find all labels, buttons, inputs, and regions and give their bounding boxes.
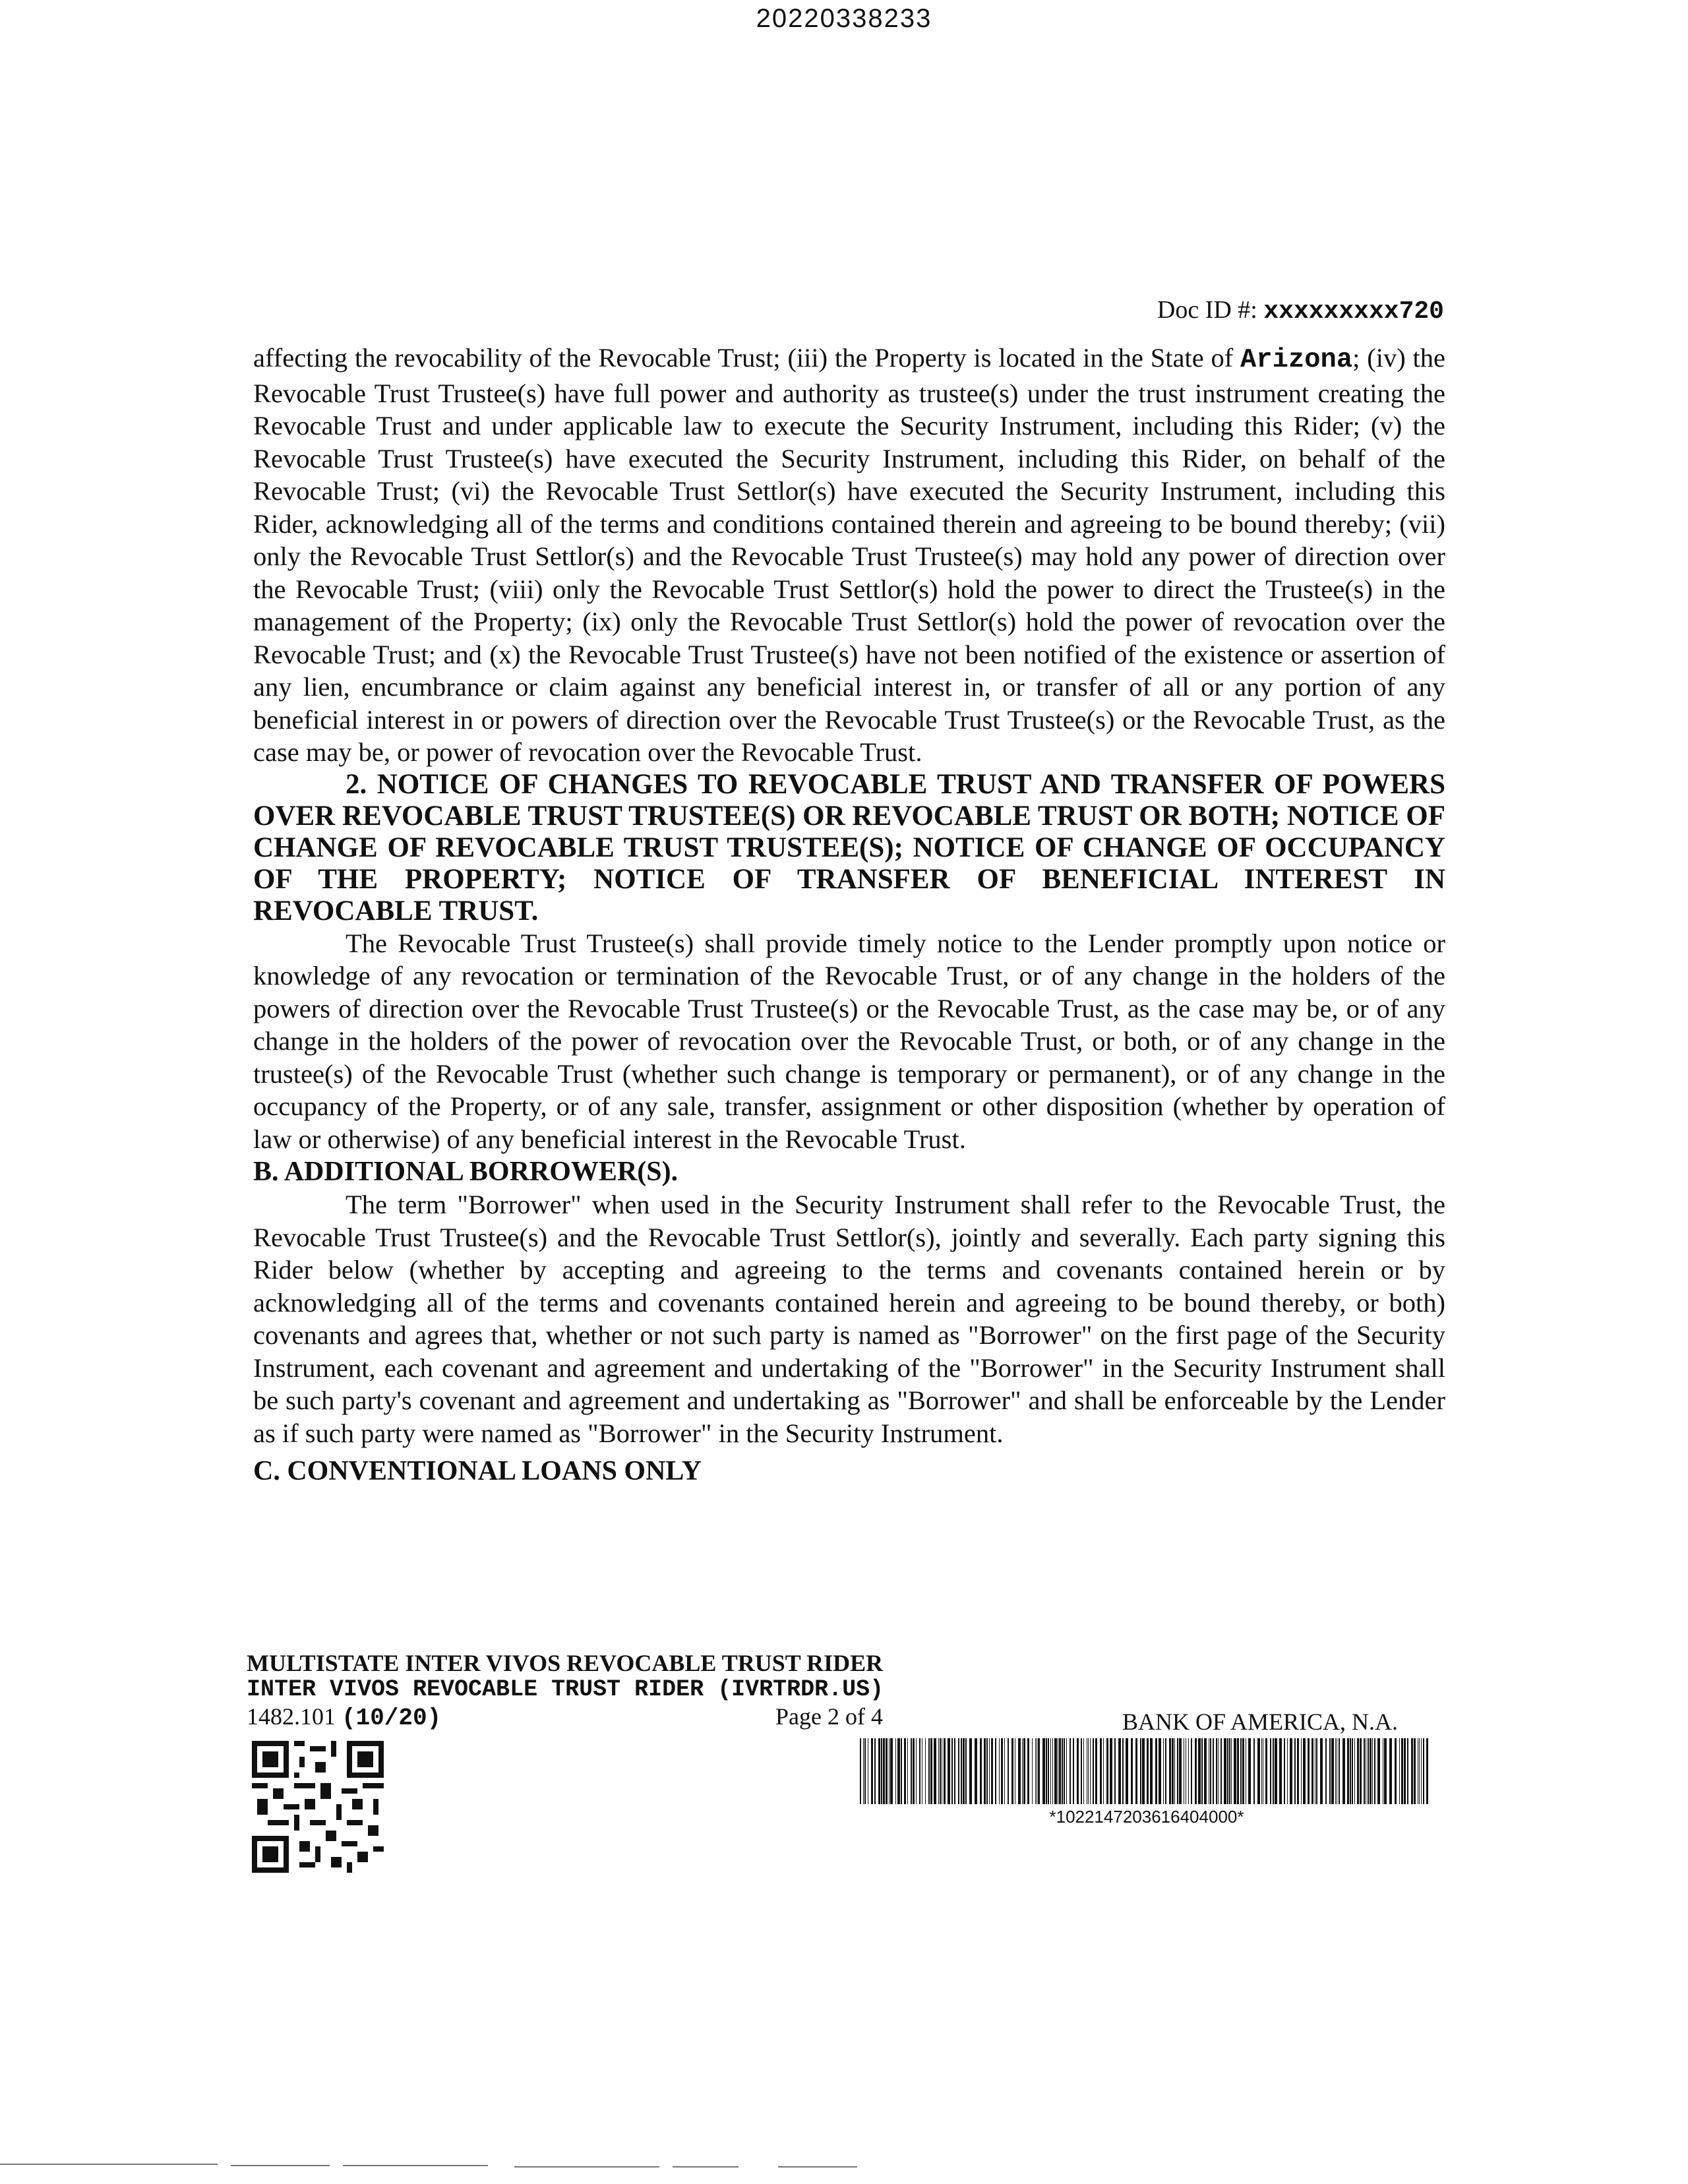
- page-number: Page 2 of 4: [775, 1703, 883, 1730]
- doc-id-label: Doc ID #:: [1157, 296, 1257, 324]
- form-title: [247, 1650, 884, 1703]
- form-title-line2: INTER VIVOS REVOCABLE TRUST RIDER (IVRTRDR.US): [247, 1676, 884, 1703]
- section-b-heading: B. ADDITIONAL BORROWER(S).: [253, 1157, 678, 1187]
- paragraph1-text-b: ; (iv) the Revocable Trust Trustee(s) have full power and authority as trustee(s) under the trust instrument creating the Revocable Trust and under applicable law to execute the Security Instrument, including this Rider; (v) the Revocable Trust Trustee(s) have executed the Security Instrument, including this Rider, on behalf of the Revocable Trust; (vi) the Revocable Trust Settlor(s) have executed the Security Instrument, including this Rider, acknowledging all of the terms and conditions contained therein and agreeing to be bound thereby; (vii) only the Revocable Trust Settlor(s) and the Revocable Trust Trustee(s) may hold any power of direction over the Revocable Trust; (viii) only the Revocable Trust Settlor(s) hold the power to direct the Trustee(s) in the management of the Property; (ix) only the Revocable Trust Settlor(s) hold the power of revocation over the Revocable Trust; and (x) the Revocable Trust Trustee(s) have not been notified of the existence or assertion of any lien, encumbrance or claim against any beneficial interest in, or transfer of all or any portion of any beneficial interest in or powers of direction over the Revocable Trust Trustee(s) or the Revocable Trust, as the case may be, or power of revocation over the Revocable Trust.: [253, 343, 1445, 767]
- document-body: [253, 342, 1445, 1488]
- paragraph-representations: [253, 342, 1445, 769]
- scan-artifact-line: [0, 2156, 1688, 2176]
- doc-id-value: xxxxxxxxx720: [1263, 297, 1444, 326]
- form-number-value: 1482.101: [247, 1703, 336, 1730]
- barcode-number: *1022147203616404000*: [1049, 1807, 1244, 1827]
- form-date: (10/20): [342, 1705, 442, 1732]
- form-number: [247, 1703, 441, 1732]
- form-title-line1: MULTISTATE INTER VIVOS REVOCABLE TRUST RIDER: [247, 1650, 884, 1676]
- bank-name: BANK OF AMERICA, N.A.: [1122, 1709, 1399, 1735]
- barcode-icon: [860, 1738, 1433, 1804]
- state-name: Arizona: [1240, 345, 1353, 375]
- recording-number: 20220338233: [756, 4, 932, 33]
- doc-id: [1157, 295, 1444, 326]
- section-c-heading: C. CONVENTIONAL LOANS ONLY: [253, 1456, 702, 1486]
- section-2-heading: 2. NOTICE OF CHANGES TO REVOCABLE TRUST AND TRANSFER OF POWERS OVER REVOCABLE TRUST TRUSTEE(S) OR REVOCABLE TRUST OR BOTH; NOTICE OF CHANGE OF REVOCABLE TRUST TRUSTEE(S); NOTICE OF CHANGE OF OCCUPANCY OF THE PROPERTY; NOTICE OF TRANSFER OF BENEFICIAL INTEREST IN REVOCABLE TRUST.: [253, 768, 1445, 926]
- paragraph1-text-a: affecting the revocability of the Revocable Trust; (iii) the Property is located in the State of: [253, 343, 1241, 373]
- section-b-body: The term "Borrower" when used in the Security Instrument shall refer to the Revocable Trust, the Revocable Trust Trustee(s) and the Revocable Trust Settlor(s), jointly and severally. Each party signing this Rider below (whether by accepting and agreeing to the terms and covenants contained herein or by acknowledging all of the terms and covenants contained herein and agreeing to be bound thereby, or both) covenants and agrees that, whether or not such party is named as "Borrower" on the first page of the Security Instrument, each covenant and agreement and undertaking of the "Borrower" in the Security Instrument shall be such party's covenant and agreement and undertaking as "Borrower" and shall be enforceable by the Lender as if such party were named as "Borrower" in the Security Instrument.: [253, 1190, 1445, 1448]
- qr-code-icon: [252, 1741, 384, 1873]
- section-2-body: The Revocable Trust Trustee(s) shall provide timely notice to the Lender promptly upon notice or knowledge of any revocation or termination of the Revocable Trust, or of any change in the holders of the powers of direction over the Revocable Trust Trustee(s) or the Revocable Trust, as the case may be, or of any change in the holders of the power of revocation over the Revocable Trust, or both, or of any change in the trustee(s) of the Revocable Trust (whether such change is temporary or permanent), or of any change in the occupancy of the Property, or of any sale, transfer, assignment or other disposition (whether by operation of law or otherwise) of any beneficial interest in the Revocable Trust.: [253, 928, 1445, 1154]
